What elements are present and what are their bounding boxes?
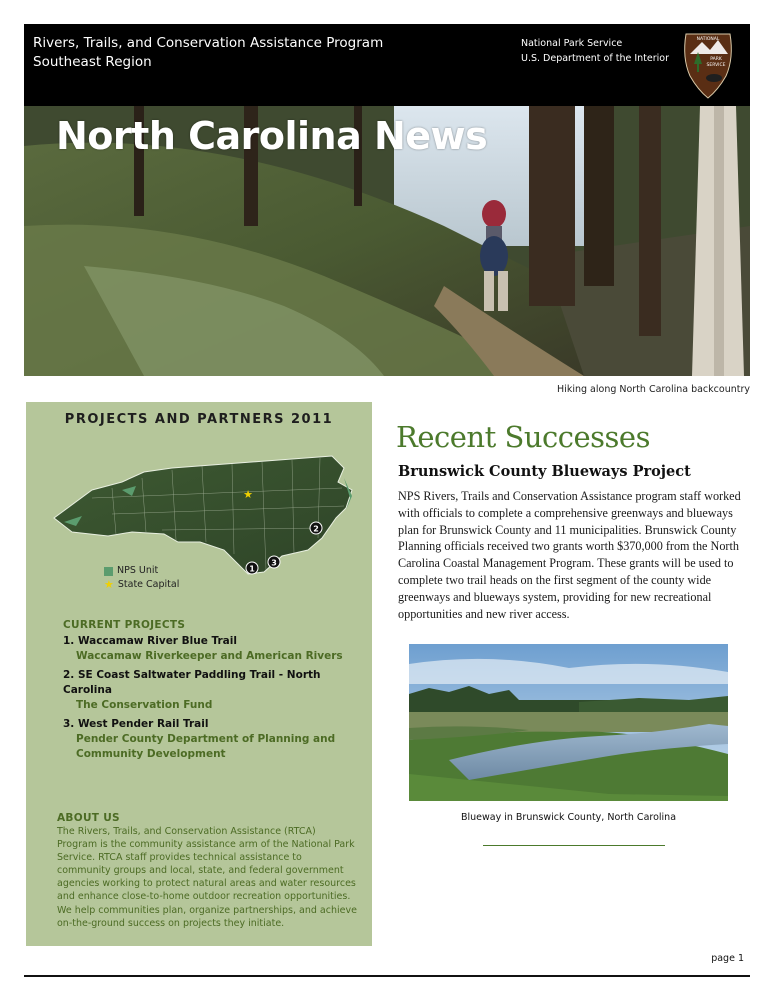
project-title: 3. West Pender Rail Trail: [63, 718, 209, 730]
section-divider: [483, 845, 665, 846]
hero-photo: [24, 106, 750, 376]
map-marker-2: 2: [313, 524, 319, 534]
program-line-1: Rivers, Trails, and Conservation Assistance Program: [33, 35, 384, 51]
map-marker-3: 3: [271, 558, 277, 568]
legend-nps-unit: [104, 564, 179, 578]
agency-line-1: National Park Service: [521, 38, 623, 49]
nps-arrowhead-logo: [680, 28, 736, 100]
program-line-2: Southeast Region: [33, 54, 152, 70]
project-title: 2. SE Coast Saltwater Paddling Trail - North Carolina: [63, 669, 321, 696]
article-body: NPS Rivers, Trails and Conservation Assistance program staff worked with officials to complete a comprehensive greenways and blueways plan for Brunswick County and 11 municipalities. Brunswick County Planning officials received two grants worth $370,000 from the North Carolina Coastal Management Program. These grants will be used to complete two trail heads on the first segment of the county wide greenways and blueways system, providing for new recreational opportunities and new river access.: [398, 489, 741, 621]
north-carolina-map: [52, 438, 358, 590]
legend-nps-unit-label: NPS Unit: [117, 565, 159, 576]
about-us-heading: ABOUT US: [57, 812, 120, 824]
agency-name: [521, 36, 669, 66]
nps-unit-swatch-icon: [104, 567, 113, 576]
project-partner: Waccamaw Riverkeeper and American Rivers: [76, 650, 343, 662]
about-us-text: The Rivers, Trails, and Conservation Assistance (RTCA) Program is the community assistance arm of the National Park Service. RTCA staff provides technical assistance to community groups and local, state, and federal government agencies working to protect natural areas and water resources and enhance close-to-home outdoor recreation opportunities. We help communities plan, organize partnerships, and achieve on-the-ground success on projects they initiate.: [57, 826, 357, 929]
agency-line-2: U.S. Department of the Interior: [521, 53, 669, 64]
article-title: Brunswick County Blueways Project: [398, 463, 691, 480]
project-partner: Pender County Department of Planning and Community Development: [76, 733, 336, 760]
svg-text:PARK: PARK: [710, 57, 722, 62]
current-projects-heading: CURRENT PROJECTS: [63, 619, 186, 631]
projects-partners-panel: [26, 402, 372, 946]
map-legend: [104, 564, 179, 592]
svg-text:★: ★: [243, 488, 253, 501]
blueway-river-photo: [409, 644, 728, 801]
program-name: [33, 34, 383, 72]
newsletter-title: North Carolina News: [56, 114, 488, 158]
hero-caption: Hiking along North Carolina backcountry: [557, 384, 750, 395]
legend-state-capital-label: State Capital: [117, 579, 180, 590]
masthead: [24, 24, 750, 106]
star-icon: ★: [104, 578, 114, 591]
svg-text:SERVICE: SERVICE: [706, 63, 726, 68]
svg-text:NATIONAL: NATIONAL: [696, 37, 720, 42]
legend-state-capital: [104, 578, 179, 592]
blueway-caption: Blueway in Brunswick County, North Carolina: [460, 812, 677, 823]
list-item: [63, 634, 363, 664]
footer-divider: [24, 975, 750, 977]
panel-title: PROJECTS AND PARTNERS 2011: [64, 412, 334, 427]
project-list: [63, 634, 363, 766]
list-item: [63, 668, 363, 713]
list-item: [63, 717, 363, 762]
blueway-photo: [409, 644, 728, 801]
map-marker-1: 1: [249, 564, 255, 574]
project-title: 1. Waccamaw River Blue Trail: [63, 635, 237, 647]
recent-successes-heading: Recent Successes: [396, 420, 650, 454]
project-partner: The Conservation Fund: [76, 699, 213, 711]
page-number: page 1: [711, 953, 744, 964]
